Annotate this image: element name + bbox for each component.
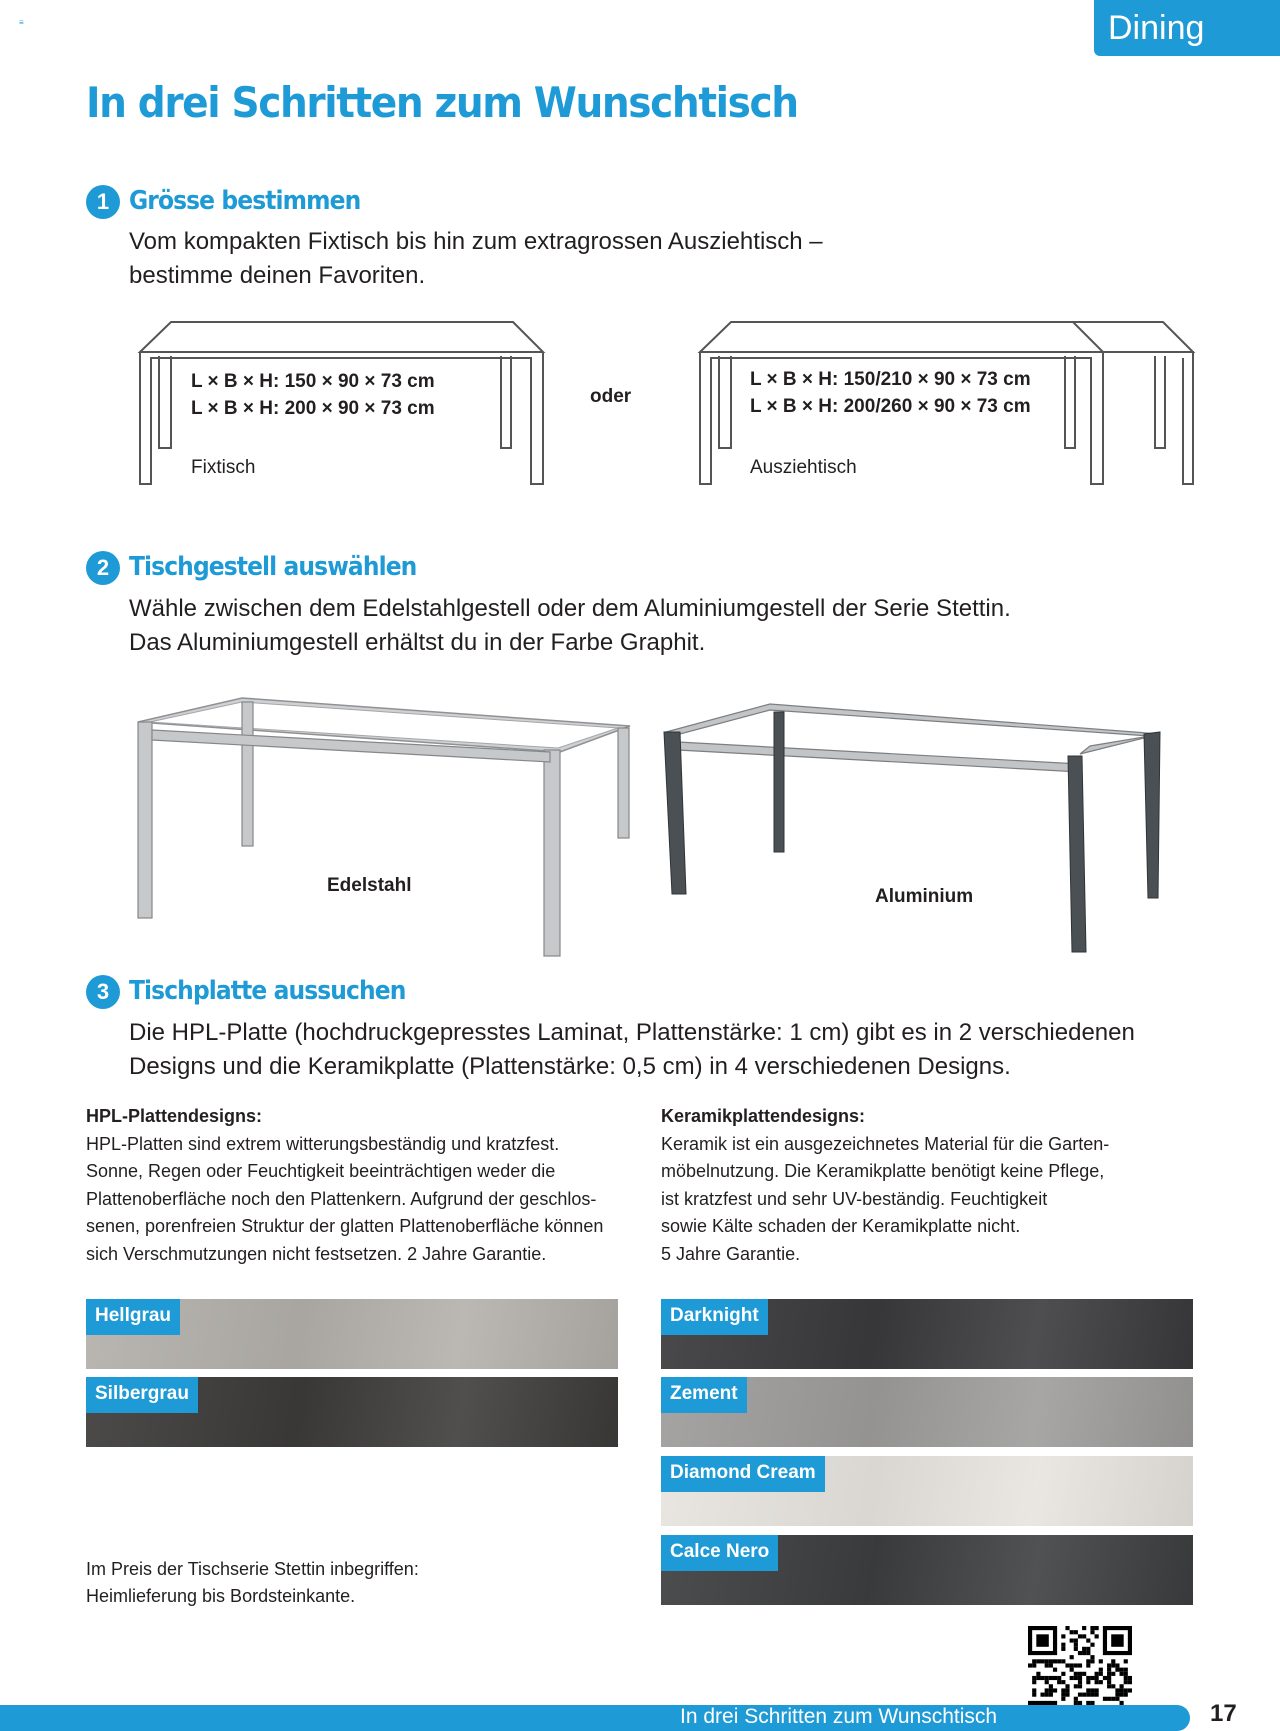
hpl-text-line-2: Sonne, Regen oder Feuchtigkeit beeinträchtigen weder die bbox=[86, 1161, 556, 1181]
note-line-1: Im Preis der Tischserie Stettin inbegriffen: bbox=[86, 1559, 419, 1579]
step-3-text-line-2: Designs und die Keramikplatte (Plattenstärke: 0,5 cm) in 4 verschiedenen Designs. bbox=[129, 1053, 1011, 1080]
page-number: 17 bbox=[1210, 1700, 1237, 1727]
fixed-table-dimension-1: L × B × H: 150 × 90 × 73 cm bbox=[191, 371, 435, 392]
swatch-label: Hellgrau bbox=[86, 1299, 180, 1335]
extendable-table-dimension-2: L × B × H: 200/260 × 90 × 73 cm bbox=[750, 396, 1031, 417]
footer-bar bbox=[0, 1705, 1190, 1731]
hpl-text-line-3: Plattenoberfläche noch den Plattenkern. Aufgrund der geschlos- bbox=[86, 1189, 597, 1209]
step-3-number: 3 bbox=[86, 975, 120, 1009]
fixed-table-label: Fixtisch bbox=[191, 457, 256, 478]
hpl-text-line-5: sich Verschmutzungen nicht festsetzen. 2 Jahre Garantie. bbox=[86, 1244, 547, 1264]
swatch-label: Calce Nero bbox=[661, 1535, 778, 1571]
step-1-text-line-2: bestimme deinen Favoriten. bbox=[129, 262, 426, 289]
swatch-hellgrau bbox=[86, 1299, 618, 1369]
oder-connector: oder bbox=[590, 386, 632, 407]
ceramic-text-line-1: Keramik ist ein ausgezeichnetes Material für die Garten- bbox=[661, 1134, 1110, 1154]
frame-2-label: Aluminium bbox=[875, 886, 974, 907]
section-tab: Dining bbox=[1094, 0, 1280, 56]
page-title: In drei Schritten zum Wunschtisch bbox=[86, 78, 798, 127]
step-3-title: Tischplatte aussuchen bbox=[129, 976, 406, 1006]
ceramic-text-line-5: 5 Jahre Garantie. bbox=[661, 1244, 801, 1264]
swatch-zement bbox=[661, 1377, 1193, 1447]
ceramic-heading: Keramikplattendesigns: bbox=[661, 1106, 866, 1126]
hpl-heading: HPL-Plattendesigns: bbox=[86, 1106, 263, 1126]
swatch-label: Darknight bbox=[661, 1299, 768, 1335]
swatch-label: Diamond Cream bbox=[661, 1456, 825, 1492]
swatch-calce-nero bbox=[661, 1535, 1193, 1605]
footer-title: In drei Schritten zum Wunschtisch bbox=[680, 1705, 998, 1728]
menu-icon: ≡ bbox=[19, 18, 24, 27]
step-2-number: 2 bbox=[86, 551, 120, 585]
swatch-silbergrau bbox=[86, 1377, 618, 1447]
step-1-title: Grösse bestimmen bbox=[129, 186, 361, 216]
ceramic-text-line-4: sowie Kälte schaden der Keramikplatte nicht. bbox=[661, 1216, 1021, 1236]
frame-1-label: Edelstahl bbox=[327, 875, 412, 896]
fixed-table-dimension-2: L × B × H: 200 × 90 × 73 cm bbox=[191, 398, 435, 419]
swatch-darknight bbox=[661, 1299, 1193, 1369]
extendable-table-dimension-1: L × B × H: 150/210 × 90 × 73 cm bbox=[750, 369, 1031, 390]
swatch-diamond-cream bbox=[661, 1456, 1193, 1526]
ceramic-text-line-2: möbelnutzung. Die Keramikplatte benötigt keine Pflege, bbox=[661, 1161, 1105, 1181]
step-2-title: Tischgestell auswählen bbox=[129, 552, 417, 582]
hpl-text-line-4: senen, porenfreien Struktur der glatten Plattenoberfläche können bbox=[86, 1216, 604, 1236]
aluminium-frame-image bbox=[660, 698, 1170, 958]
step-1-number: 1 bbox=[86, 185, 120, 219]
step-3-text-line-1: Die HPL-Platte (hochdruckgepresstes Laminat, Plattenstärke: 1 cm) gibt es in 2 verschiedenen bbox=[129, 1019, 1135, 1046]
swatch-label: Zement bbox=[661, 1377, 747, 1413]
ceramic-text-line-3: ist kratzfest und sehr UV-beständig. Feuchtigkeit bbox=[661, 1189, 1048, 1209]
hpl-text-line-1: HPL-Platten sind extrem witterungsbeständig und kratzfest. bbox=[86, 1134, 560, 1154]
swatch-label: Silbergrau bbox=[86, 1377, 198, 1413]
extendable-table-label: Ausziehtisch bbox=[750, 457, 857, 478]
note-line-2: Heimlieferung bis Bordsteinkante. bbox=[86, 1586, 356, 1606]
step-1-text-line-1: Vom kompakten Fixtisch bis hin zum extragrossen Ausziehtisch – bbox=[129, 228, 823, 255]
step-2-text-line-1: Wähle zwischen dem Edelstahlgestell oder dem Aluminiumgestell der Serie Stettin. bbox=[129, 595, 1011, 622]
stainless-steel-frame-image bbox=[130, 690, 640, 960]
step-2-text-line-2: Das Aluminiumgestell erhältst du in der Farbe Graphit. bbox=[129, 629, 706, 656]
